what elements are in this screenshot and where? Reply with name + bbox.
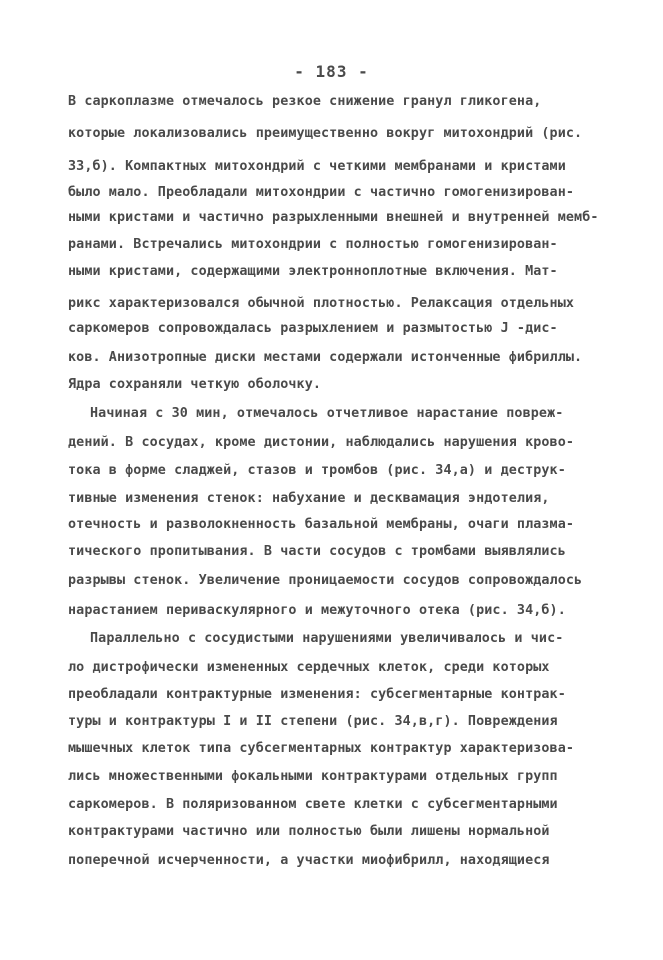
text-line: контрактурами частично или полностью были лишены нормальной xyxy=(68,824,550,839)
text-line: было мало. Преобладали митохондрии с частично гомогенизирован- xyxy=(68,185,575,200)
text-line: разрывы стенок. Увеличение проницаемости сосудов сопровождалось xyxy=(68,573,583,588)
text-line: саркомеров. В поляризованном свете клетки с субсегментарными xyxy=(68,797,558,812)
text-line: туры и контрактуры I и II степени (рис. 34,в,г). Повреждения xyxy=(68,714,558,729)
text-line: Параллельно с сосудистыми нарушениями увеличивалось и чис- xyxy=(90,631,564,646)
page-number: - 183 - xyxy=(294,62,369,81)
text-line: Ядра сохраняли четкую оболочку. xyxy=(68,377,322,392)
text-line: саркомеров сопровождалась разрыхлением и размытостью J -дис- xyxy=(68,321,558,336)
text-line: тического пропитывания. В части сосудов с тромбами выявлялись xyxy=(68,544,566,559)
text-line: Начиная с 30 мин, отмечалось отчетливое нарастание повреж- xyxy=(90,406,564,421)
text-line: тока в форме сладжей, стазов и тромбов (рис. 34,а) и деструк- xyxy=(68,463,566,478)
text-line: рикс характеризовался обычной плотностью. Релаксация отдельных xyxy=(68,296,575,311)
text-line: нарастанием периваскулярного и межуточного отека (рис. 34,б). xyxy=(68,603,566,618)
text-line: мышечных клеток типа субсегментарных контрактур характеризова- xyxy=(68,741,575,756)
text-line: которые локализовались преимущественно вокруг митохондрий (рис. xyxy=(68,126,583,141)
text-line: В саркоплазме отмечалось резкое снижение гранул гликогена, xyxy=(68,94,542,109)
text-line: 33,б). Компактных митохондрий с четкими мембранами и кристами xyxy=(68,159,566,174)
text-line: преобладали контрактурные изменения: субсегментарные контрак- xyxy=(68,687,566,702)
text-line: ков. Анизотропные диски местами содержали истонченные фибриллы. xyxy=(68,350,583,365)
text-line: поперечной исчерченности, а участки миофибрилл, находящиеся xyxy=(68,853,550,868)
text-line: дений. В сосудах, кроме дистонии, наблюдались нарушения крово- xyxy=(68,435,575,450)
text-line: ными кристами и частично разрыхленными внешней и внутренней мемб- xyxy=(68,210,599,225)
text-line: отечность и разволокненность базальной мембраны, очаги плазма- xyxy=(68,517,575,532)
text-line: ло дистрофически измененных сердечных клеток, среди которых xyxy=(68,660,550,675)
text-line: лись множественными фокальными контрактурами отдельных групп xyxy=(68,769,558,784)
text-line: тивные изменения стенок: набухание и десквамация эндотелия, xyxy=(68,491,550,506)
text-line: ными кристами, содержащими электронноплотные включения. Мат- xyxy=(68,264,558,279)
text-line: ранами. Встречались митохондрии с полностью гомогенизирован- xyxy=(68,237,558,252)
